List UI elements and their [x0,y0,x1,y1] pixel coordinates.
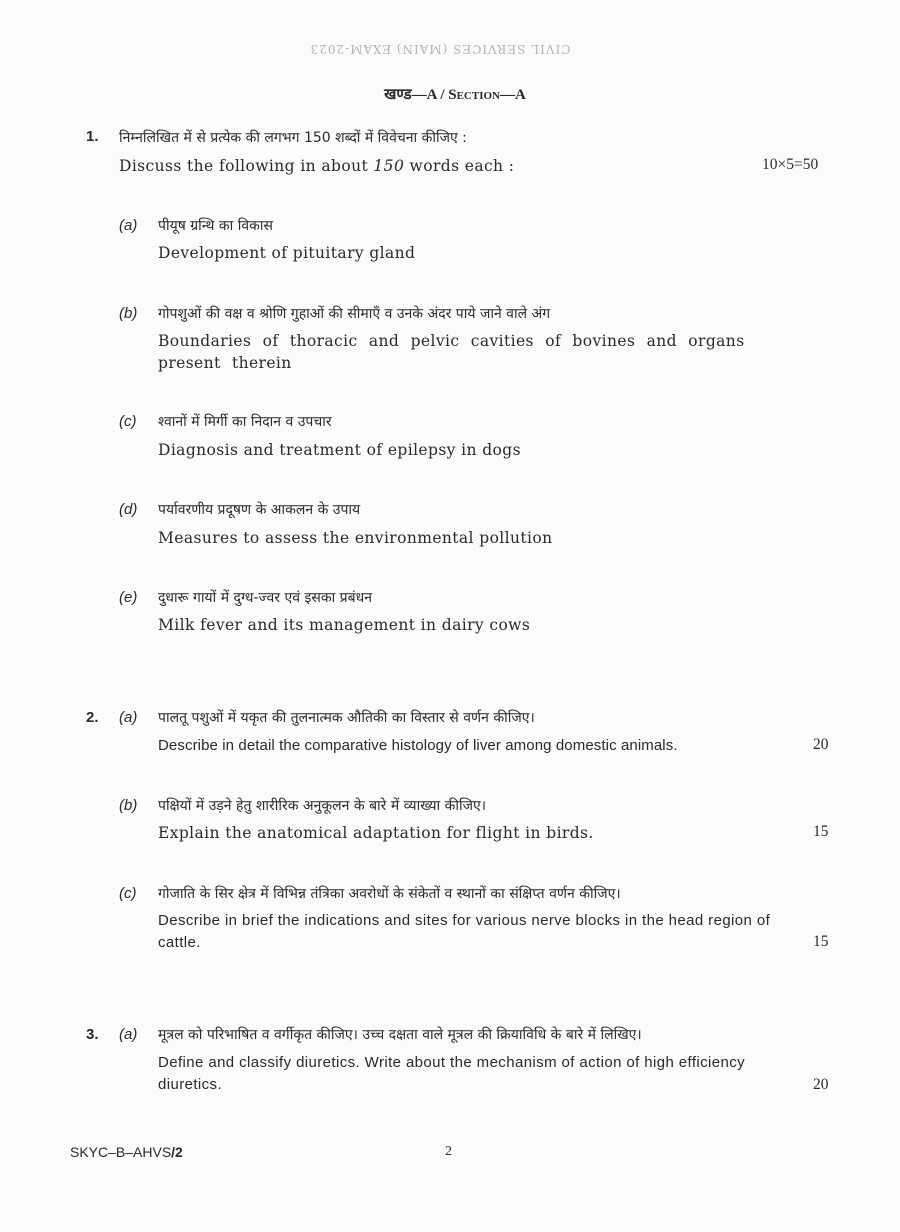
q3-part-a-marks: 20 [813,1076,829,1093]
q2-part-a-marks: 20 [813,736,829,753]
q1-part-e-english: Milk fever and its management in dairy cows [158,616,531,634]
q2-part-a-english: Describe in detail the comparative histology of liver among domestic animals. [158,737,678,754]
q2-part-b-marks: 15 [813,823,829,840]
question-3-number: 3. [86,1026,99,1043]
page-number: 2 [445,1144,452,1159]
question-1-english: Discuss the following in about 150 words each : [119,157,515,175]
q2-part-a-hindi: पालतू पशुओं में यकृत की तुलनात्मक औतिकी का विस्तार से वर्णन कीजिए। [158,710,535,726]
q3-part-a-hindi: मूत्रल को परिभाषित व वर्गीकृत कीजिए। उच्च दक्षता वाले मूत्रल की क्रियाविधि के बारे में लिखिए। [158,1027,642,1043]
q2-part-c-marks: 15 [813,933,829,950]
q3-part-a-label: (a) [119,1026,138,1043]
question-1-hindi: निम्नलिखित में से प्रत्येक की लगभग 150 शब्दों में विवेचना कीजिए : [119,130,467,146]
q2-part-c-hindi: गोजाति के सिर क्षेत्र में विभिन्न तंत्रिका अवरोधों के संकेतों व स्थानों का संक्षिप्त वर्णन कीजिए। [158,886,621,902]
q1-part-b-label: (b) [119,305,138,322]
q1-part-a-english: Development of pituitary gland [158,244,416,262]
q1-part-b-hindi: गोपशुओं की वक्ष व श्रोणि गुहाओं की सीमाएँ व उनके अंदर पाये जाने वाले अंग [158,306,551,322]
exam-stamp: CIVIL SERVICES (MAIN) EXAM-2023 [309,42,571,56]
question-2-number: 2. [86,709,99,726]
q1-part-b-english: Boundaries of thoracic and pelvic cavities of bovines and organs present therein [158,332,745,372]
q2-part-b-english: Explain the anatomical adaptation for flight in birds. [158,824,594,842]
q3-part-a-english: Define and classify diuretics. Write about the mechanism of action of high efficiency diuretics. [158,1054,746,1093]
q1-part-a-label: (a) [119,217,138,234]
q2-part-a-label: (a) [119,709,138,726]
q2-part-c-label: (c) [119,885,137,902]
q1-part-c-hindi: श्वानों में मिर्गी का निदान व उपचार [158,414,332,430]
q1-part-e-hindi: दुधारू गायों में दुग्ध-ज्वर एवं इसका प्रबंधन [158,590,373,606]
q1-part-c-english: Diagnosis and treatment of epilepsy in dogs [158,441,521,459]
q1-part-e-label: (e) [119,589,138,606]
q1-part-a-hindi: पीयूष ग्रन्थि का विकास [158,218,273,234]
q1-part-c-label: (c) [119,413,137,430]
q2-part-c-english: Describe in brief the indications and sites for various nerve blocks in the head region of cattle. [158,912,771,951]
q1-part-d-label: (d) [119,501,138,518]
paper-code: SKYC–B–AHVS/2 [70,1144,183,1160]
question-1-marks: 10×5=50 [762,156,819,173]
q2-part-b-hindi: पक्षियों में उड़ने हेतु शारीरिक अनुकूलन के बारे में व्याख्या कीजिए। [158,798,487,814]
q2-part-b-label: (b) [119,797,138,814]
section-heading: खण्ड—A / Section—A [384,87,526,103]
q1-part-d-hindi: पर्यावरणीय प्रदूषण के आकलन के उपाय [158,502,361,518]
q1-part-d-english: Measures to assess the environmental pollution [158,529,553,547]
question-1-number: 1. [86,128,99,145]
